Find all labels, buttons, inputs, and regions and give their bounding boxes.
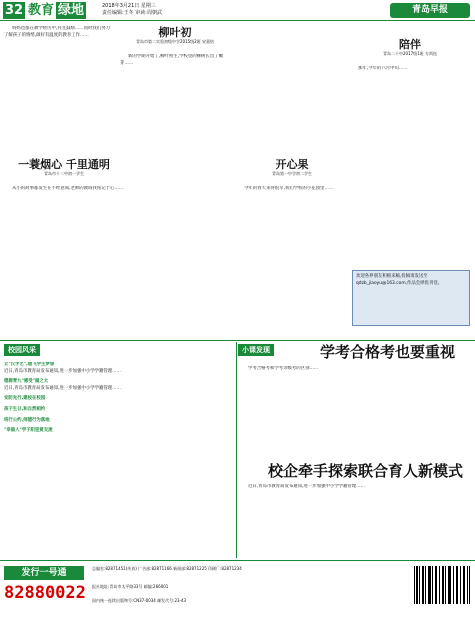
hotline-label: 发行一号通 (4, 566, 84, 580)
article-title: 开心果 (275, 158, 309, 171)
news-heading: 德源青九"感受"福之大 (4, 379, 49, 385)
issue-date: 2018年3月21日 星期三 (102, 3, 156, 9)
news-heading: 孩子生日,和自然相约 (4, 406, 46, 412)
news-heading: 立"汉字艺",德飞学生梦想 (4, 362, 55, 367)
article-title: 陪伴 (399, 38, 421, 51)
headline-1: 学考合格考也要重视 (320, 343, 456, 361)
article-body: 学考合格考和学考等级考的区别…… (248, 366, 319, 371)
page-number: 32 (4, 3, 24, 18)
newspaper-logo: 青岛早报 (390, 3, 470, 18)
article-meta: 青岛二十中2017级1班 方尚钰 (383, 51, 437, 56)
news-heading: "幸福人"学子阳里赏交流 (4, 428, 53, 434)
article-body: 新的学期开始了,柳叶初生,学校里的柳树长出了嫩芽…… (120, 54, 223, 66)
hotline-number: 82880022 (4, 583, 86, 603)
section-tag-campus: 校园风采 (4, 344, 40, 356)
section-tag-discovery: 小课发现 (238, 344, 274, 356)
column-divider (236, 342, 237, 558)
article-peiban (350, 38, 470, 57)
address-info: 报社地址:青岛市太平路33号 邮编:266001 (92, 584, 169, 589)
contact-info: 总编室:82871451(传真) 广告部:82871166 新闻部:82871225 印刷厂:82871234 (92, 566, 242, 571)
article-body: 从小的故事都发生在不经意间,老师的教诲我铭记于心…… (12, 186, 124, 191)
article-body: 那年,今年的六月中旬…… (358, 66, 408, 71)
section-title: 教育 (28, 3, 55, 18)
divider (0, 340, 475, 341)
article-body: 今年的春天来得很早,我们学校的小花园里…… (244, 186, 334, 191)
article-kaixin (236, 158, 348, 177)
article-liumu (120, 26, 230, 45)
campus-news (4, 362, 232, 557)
article-meta: 青岛市十二中初一学生 (44, 171, 84, 176)
notice-box (352, 270, 470, 326)
article-meta: 青岛第一中学初二学生 (272, 171, 312, 176)
publish-info: 国内统一连续出版物号:CN37-0034 邮发代号:23-43 (92, 598, 187, 603)
headline-2: 校企牵手探索联合育人新模式 (268, 462, 464, 480)
news-body: 近日,青岛市教育局发布通知,进一步加强中小学学籍管理…… (4, 385, 121, 391)
article-yimeng (4, 158, 124, 177)
notice-text: 欢迎各界朋友积极来稿,投稿请发送至qdzb_jiaoyu@163.com,作品会择优刊登。 (356, 274, 443, 286)
article-left-top: 妈妈也都在教学经历中,并且鼓励……同时我们努力了解孩子的情绪,做好有温度的教育工作…… (4, 26, 110, 38)
news-body: 近日,青岛市教育局发布通知,进一步加强中小学学籍管理…… (4, 368, 121, 374)
article-body: 近日,青岛市教育局发布通知,进一步加强中小学学籍管理…… (248, 484, 365, 489)
article-title: 柳叶初 (158, 26, 192, 39)
article-title: 一蓑烟心 千里通明 (18, 158, 110, 171)
barcode-icon (413, 564, 471, 614)
news-heading: 安防先行,建校在校园 (4, 396, 46, 402)
article-meta: 青岛市第二实验初级中学2015级2班 宋嘉怡 (136, 39, 214, 44)
news-heading: 班行公约,师德行为落地 (4, 417, 50, 423)
editors: 责任编辑:王冬 审读:周朝武 (102, 10, 162, 16)
section-tag: 绿地 (58, 3, 85, 18)
